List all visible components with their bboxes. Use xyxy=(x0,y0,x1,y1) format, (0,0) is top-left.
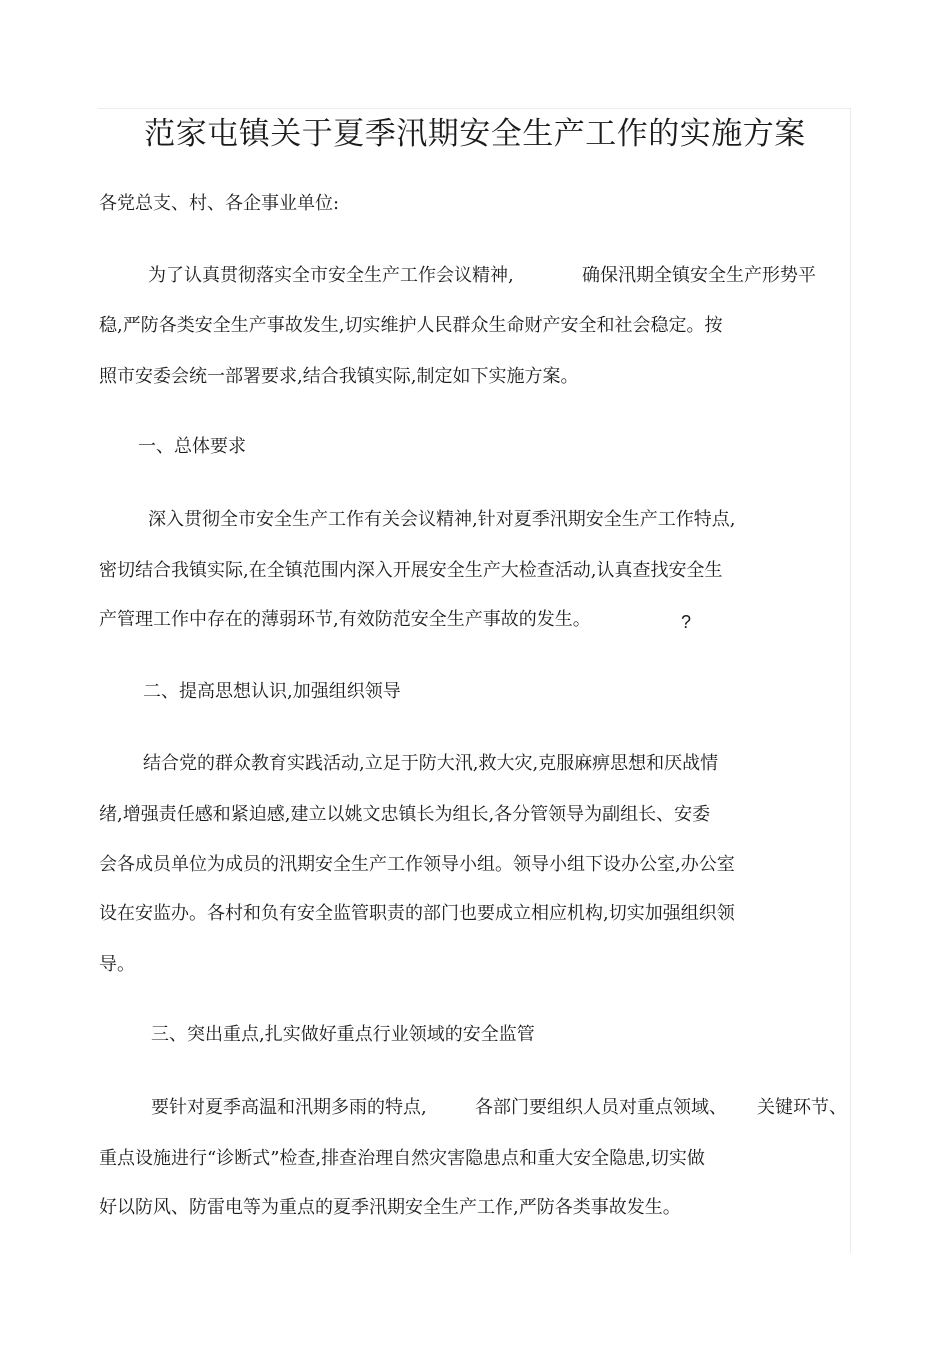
section-2-line-1: 结合党的群众教育实践活动,立足于防大汛,救大灾,克服麻痹思想和厌战情 xyxy=(143,753,719,774)
section-1-line-3: 产管理工作中存在的薄弱环节,有效防范安全生产事故的发生。 xyxy=(99,609,591,630)
section-3-line-1b: 各部门要组织人员对重点领域、 xyxy=(475,1097,727,1118)
section-2-line-2: 绪,增强责任感和紧迫感,建立以姚文忠镇长为组长,各分管领导为副组长、安委 xyxy=(99,804,711,825)
section-2-heading: 二、提高思想认识,加强组织领导 xyxy=(143,681,401,702)
section-2-line-5: 导。 xyxy=(99,954,135,975)
section-3-heading: 三、突出重点,扎实做好重点行业领域的安全监管 xyxy=(151,1024,535,1045)
section-2-line-3: 会各成员单位为成员的汛期安全生产工作领导小组。领导小组下设办公室,办公室 xyxy=(99,854,735,875)
intro-line-1a: 为了认真贯彻落实全市安全生产工作会议精神, xyxy=(148,265,514,286)
section-1-line-2: 密切结合我镇实际,在全镇范围内深入开展安全生产大检查活动,认真查找安全生 xyxy=(99,560,723,581)
section-3-line-3: 好以防风、防雷电等为重点的夏季汛期安全生产工作,严防各类事故发生。 xyxy=(99,1197,681,1218)
section-3-line-2: 重点设施进行“诊断式”检查,排查治理自然灾害隐患点和重大安全隐患,切实做 xyxy=(99,1148,705,1169)
section-1-heading: 一、总体要求 xyxy=(138,436,246,457)
intro-line-1b: 确保汛期全镇安全生产形势平 xyxy=(582,265,816,286)
section-1-line-1: 深入贯彻全市安全生产工作有关会议精神,针对夏季汛期安全生产工作特点, xyxy=(148,509,736,530)
section-1-mark: ? xyxy=(681,612,692,632)
section-3-line-1c: 关键环节、 xyxy=(757,1097,847,1118)
salutation: 各党总支、村、各企事业单位: xyxy=(99,193,340,214)
document-title: 范家屯镇关于夏季汛期安全生产工作的实施方案 xyxy=(144,116,806,152)
section-3-line-1a: 要针对夏季高温和汛期多雨的特点, xyxy=(151,1097,427,1118)
intro-line-3: 照市安委会统一部署要求,结合我镇实际,制定如下实施方案。 xyxy=(99,366,579,387)
intro-line-2: 稳,严防各类安全生产事故发生,切实维护人民群众生命财产安全和社会稳定。按 xyxy=(99,315,723,336)
section-2-line-4: 设在安监办。各村和负有安全监管职责的部门也要成立相应机构,切实加强组织领 xyxy=(99,903,735,924)
